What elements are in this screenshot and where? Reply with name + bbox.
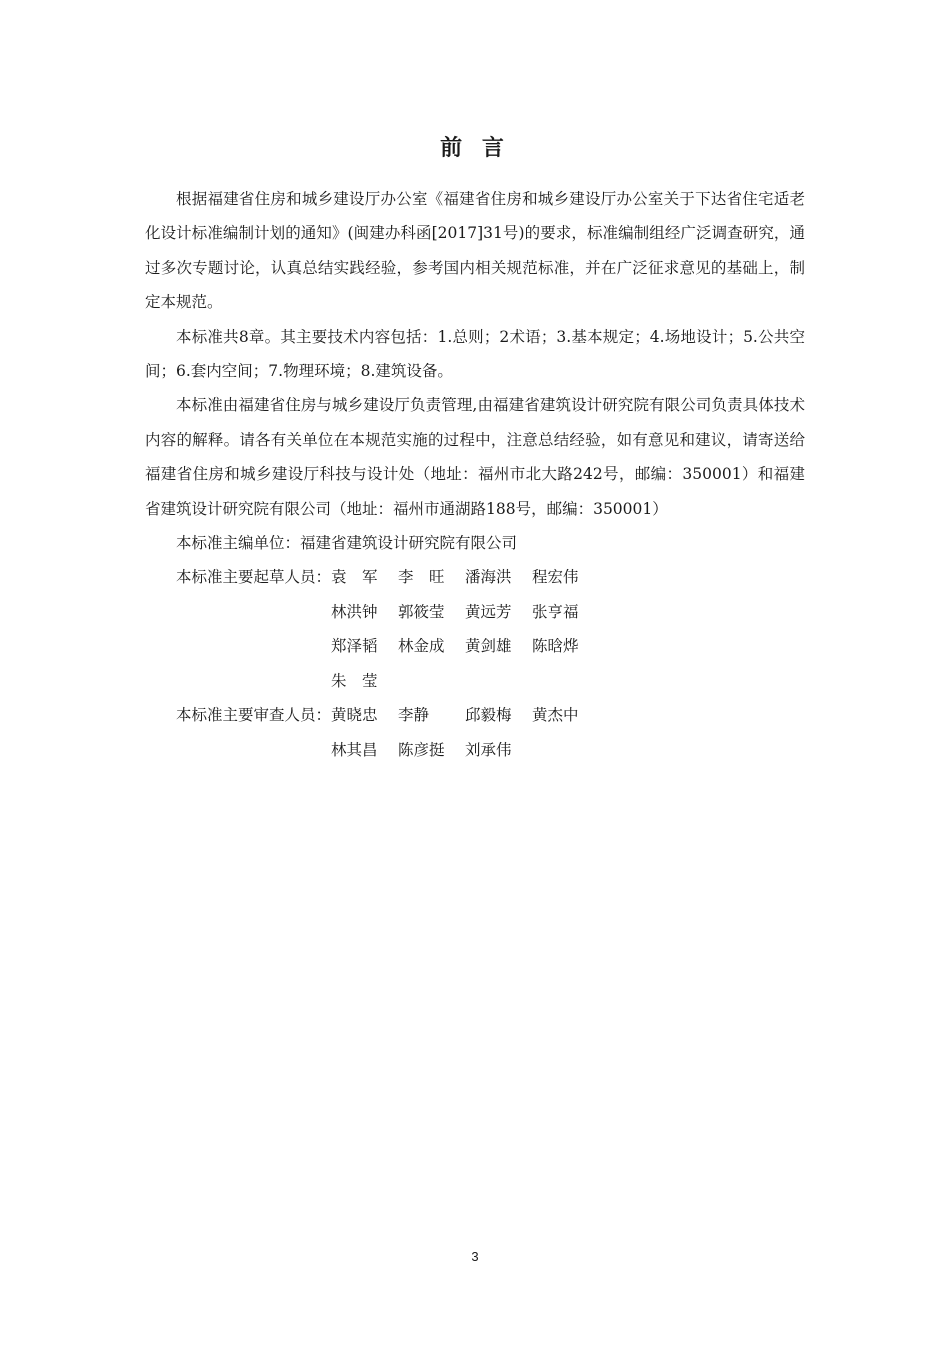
drafters-section — [145, 560, 805, 698]
person-name: 朱 莹 — [331, 671, 378, 690]
person-name: 陈彦挺 — [398, 740, 445, 759]
preface-body — [145, 182, 805, 767]
person-name: 黄晓忠 — [331, 706, 378, 725]
person-name: 黄远芳 — [465, 602, 512, 621]
person-name: 李 旺 — [398, 568, 445, 587]
name-row — [331, 733, 599, 767]
person-name: 李静 — [398, 706, 430, 725]
reviewers-label: 本标准主要审查人员： — [176, 706, 332, 725]
drafters-names — [331, 560, 599, 698]
name-row — [331, 560, 599, 594]
person-name: 黄剑雄 — [465, 637, 512, 656]
name-row — [331, 629, 599, 663]
paragraph: 本标准共8章。其主要技术内容包括：1.总则；2术语；3.基本规定；4.场地设计；5.公共空间；6.套内空间；7.物理环境；8.建筑设备。 — [145, 327, 805, 381]
name-row — [331, 698, 599, 732]
reviewers-section — [145, 698, 805, 767]
person-name: 郭筱莹 — [398, 602, 445, 621]
person-name: 潘海洪 — [465, 568, 512, 587]
person-name: 刘承伟 — [465, 740, 512, 759]
person-name: 张亨福 — [532, 602, 579, 621]
person-name: 陈晗烨 — [532, 637, 579, 656]
paragraph: 根据福建省住房和城乡建设厅办公室《福建省住房和城乡建设厅办公室关于下达省住宅适老化设计标准编制计划的通知》(闽建办科函[2017]31号)的要求，标准编制组经广泛调查研究，通过多次专题讨论，认真总结实践经验，参考国内相关规范标准，并在广泛征求意见的基础上，制定本规范。 — [145, 190, 805, 312]
person-name: 林洪钟 — [331, 602, 378, 621]
person-name: 黄杰中 — [532, 706, 579, 725]
person-name: 林其昌 — [331, 740, 378, 759]
reviewers-names — [331, 698, 599, 767]
chief-unit: 本标准主编单位：福建省建筑设计研究院有限公司 — [176, 534, 518, 553]
drafters-label: 本标准主要起草人员： — [176, 568, 332, 587]
person-name: 邱毅梅 — [465, 706, 512, 725]
person-name: 郑泽韬 — [331, 637, 378, 656]
name-row — [331, 664, 599, 698]
person-name: 程宏伟 — [532, 568, 579, 587]
page-number: 3 — [471, 1249, 479, 1264]
page-title: 前 言 — [440, 136, 510, 161]
person-name: 袁 军 — [331, 568, 378, 587]
paragraph: 本标准由福建省住房与城乡建设厅负责管理,由福建省建筑设计研究院有限公司负责具体技术内容的解释。请各有关单位在本规范实施的过程中，注意总结经验，如有意见和建议，请寄送给福建省住房和城乡建设厅科技与设计处（地址：福州市北大路242号，邮编：350001）和福建省建筑设计研究院有限公司（地址：福州市通湖路188号，邮编：350001） — [145, 396, 805, 518]
person-name: 林金成 — [398, 637, 445, 656]
name-row — [331, 595, 599, 629]
